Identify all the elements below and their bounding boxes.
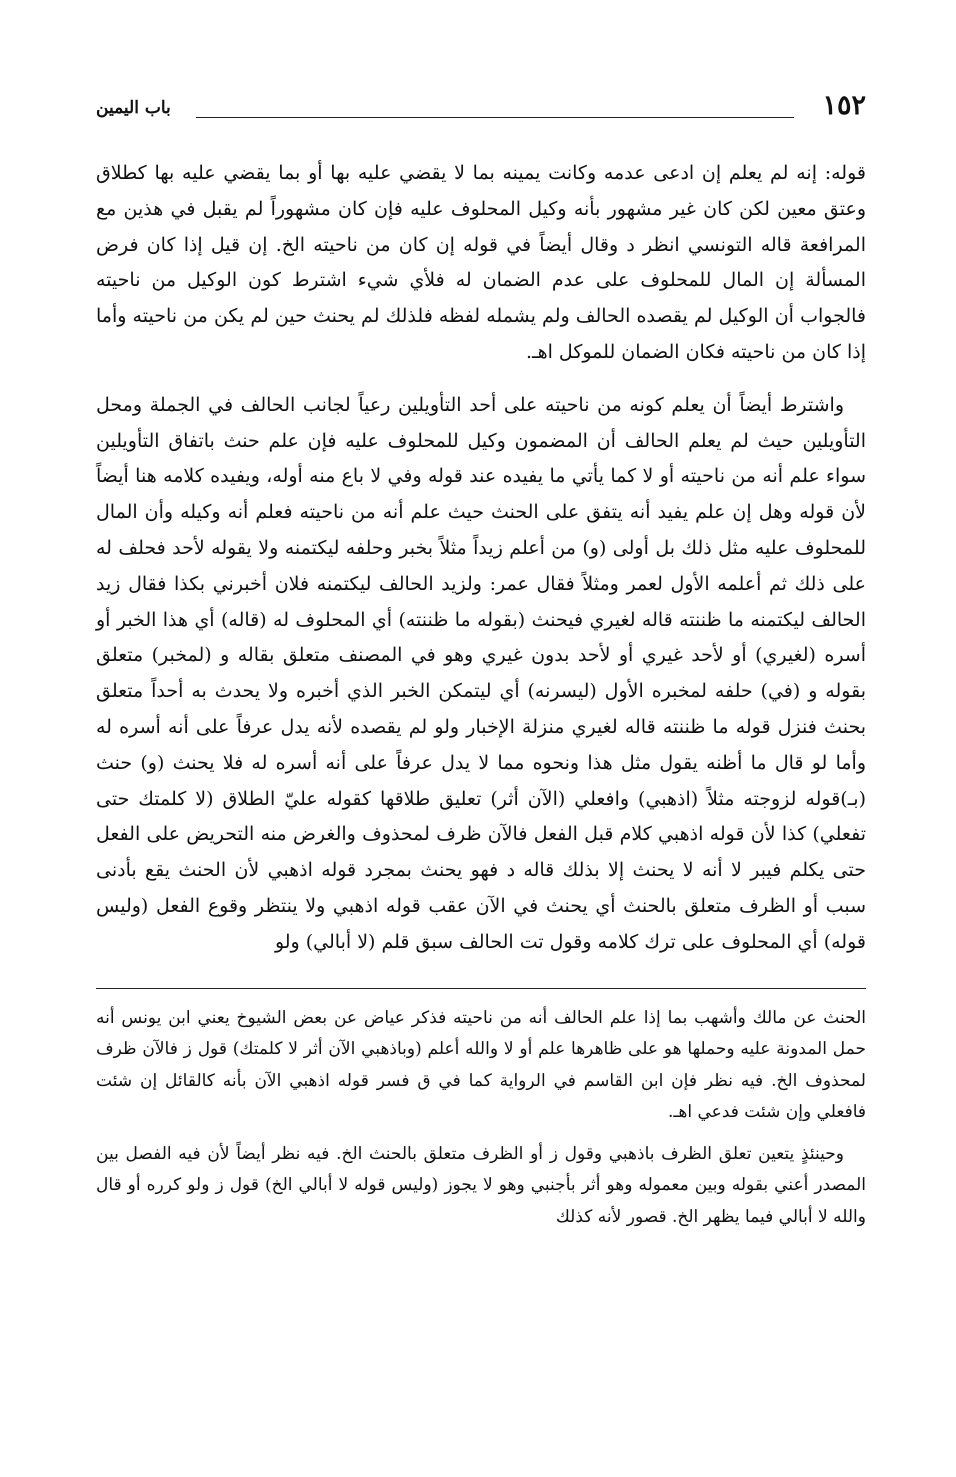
page-number: ١٥٢	[822, 90, 866, 121]
page	[96, 82, 866, 1233]
footnote-paragraph-2: وحينئذٍ يتعين تعلق الظرف باذهبي وقول ز أو الظرف متعلق بالحنث الخ. فيه نظر أيضاً لأن فيه الفصل بين المصدر أعني بقوله وبين معموله وهو أثر بأجنبي وهو لا يجوز (وليس قوله لا أبالي الخ) قول ز ولو كرره أو قال والله لا أبالي فيما يظهر الخ. قصور لأنه كذلك	[96, 1143, 866, 1227]
page-header	[96, 82, 866, 122]
header-rule	[196, 117, 794, 118]
footnote-paragraph-1: الحنث عن مالك وأشهب بما إذا علم الحالف أنه من ناحيته فذكر عياض عن بعض الشيوخ يعني ابن يونس أنه حمل المدونة عليه وحملها هو على ظاهرها علم أو لا والله أعلم (وباذهبي الآن أثر لا كلمتك) قول ز فالآن ظرف لمحذوف الخ. فيه نظر فإن ابن القاسم في الرواية كما في ق فسر قوله اذهبي الآن بأنه كالقائل إن شئت فافعلي وإن شئت فدعي اهـ.	[96, 1007, 866, 1123]
footnotes	[96, 1003, 866, 1234]
chapter-title: باب اليمين	[96, 98, 171, 118]
footnote-separator	[96, 988, 866, 989]
main-paragraph-1: قوله: إنه لم يعلم إن ادعى عدمه وكانت يمينه بما لا يقضي عليه بها أو بما يقضي عليه بها كطلاق وعتق معين لكن كان غير مشهور بأنه وكيل المحلوف عليه فإن كان مشهوراً لم يقبل في هذين مع المرافعة قاله التونسي انظر د وقال أيضاً في قوله إن كان من ناحيته الخ. إن قيل إذا كان فرض المسألة إن المال للمحلوف على عدم الضمان له فلأي شيء اشترط كون الوكيل من ناحيته فالجواب أن الوكيل لم يقصده الحالف ولم يشمله لفظه فلذلك لم يحنث حين لم يكن من ناحيته وأما إذا كان من ناحيته فكان الضمان للموكل اهـ.	[96, 162, 866, 363]
main-text	[96, 156, 866, 961]
main-paragraph-2: واشترط أيضاً أن يعلم كونه من ناحيته على أحد التأويلين رعياً لجانب الحالف في الجملة ومحل التأويلين حيث لم يعلم الحالف أن المضمون وكيل للمحلوف عليه فإن علم حنث باتفاق التأويلين سواء علم أنه من ناحيته أو لا كما يأتي ما يفيده عند قوله وفي لا باع منه أوله، ويفيده كلامه هنا أيضاً لأن قوله وهل إن علم يفيد أنه يتفق على الحنث حيث علم أنه من ناحيته فعلم أنه وكيله وأن المال للمحلوف عليه مثل ذلك بل أولى (و) من أعلم زيداً مثلاً بخبر وحلفه ليكتمنه ولا يقوله لأحد فحلف له على ذلك ثم أعلمه الأول لعمر ومثلاً فقال عمر: ولزيد الحالف ليكتمنه فلان أخبرني بكذا فقال زيد الحالف ليكتمنه ما ظننته قاله لغيري فيحنث (بقوله ما ظننته) أي المحلوف له (قاله) أي هذا الخبر أو أسره (لغيري) أو لأحد غيري أو لأحد بدون غيري وهو في المصنف متعلق بقاله و (لمخبر) متعلق بقوله و (في) حلفه لمخبره الأول (ليسرنه) أي ليتمكن الخبر الذي أخبره ولا يحدث به أحداً متعلق بحنث فنزل قوله ما ظننته قاله لغيري منزلة الإخبار ولو لم يقصده لأنه يدل عرفاً على أنه أسره له وأما لو قال ما أظنه يقول مثل هذا ونحوه مما لا يدل عرفاً على أنه أسره له فلا يحنث (و) حنث (بـ)قوله لزوجته مثلاً (اذهبي) وافعلي (الآن أثر) تعليق طلاقها كقوله عليّ الطلاق (لا كلمتك حتى تفعلي) كذا لأن قوله اذهبي كلام قبل الفعل فالآن ظرف لمحذوف والغرض منه التحريض على الفعل حتى يكلم فيبر لا أنه لا يحنث إلا بذلك قاله د فهو يحنث بمجرد قوله اذهبي لأن الحنث يقع بأدنى سبب أو الظرف متعلق بالحنث أي يحنث في الآن عقب قوله اذهبي ولا ينتظر وقوع الفعل (وليس قوله) أي المحلوف على ترك كلامه وقول تت الحالف سبق قلم (لا أبالي) ولو	[96, 393, 866, 953]
